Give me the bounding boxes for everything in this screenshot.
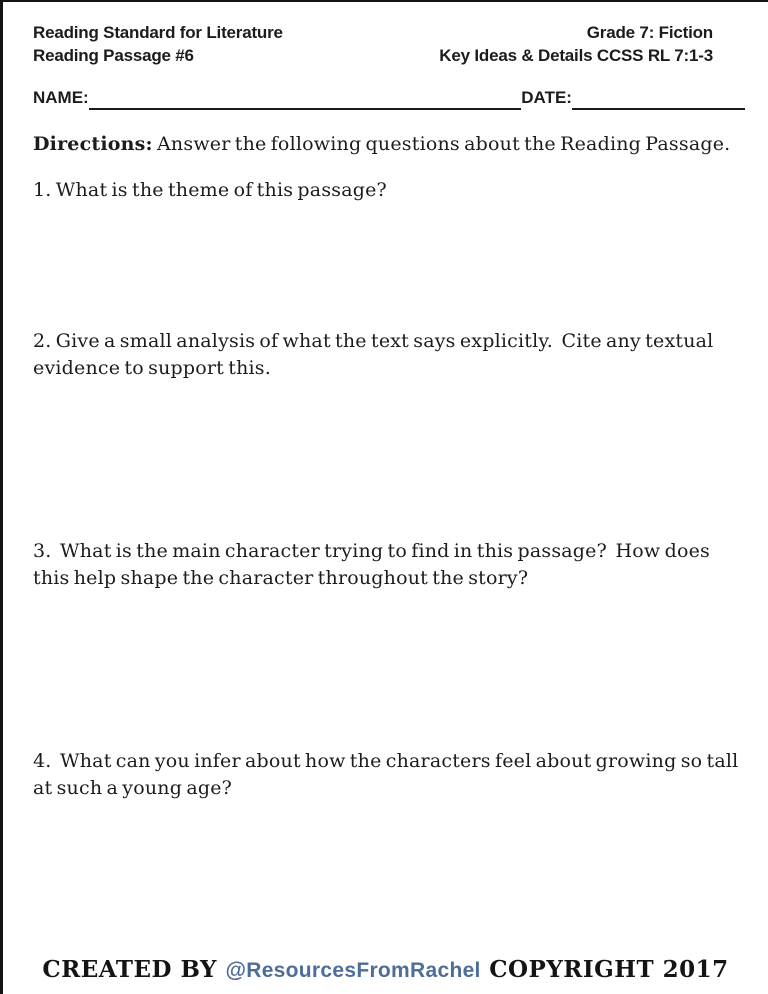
date-blank-line	[572, 88, 745, 110]
footer-credit	[3, 954, 768, 987]
header-right-block	[439, 21, 713, 67]
date-label: DATE:	[521, 88, 572, 107]
directions-label: Directions:	[33, 133, 153, 155]
question-4: 4. What can you infer about how the characters feel about growing so tall at such a young age?	[33, 750, 743, 799]
footer-copyright: COPYRIGHT 2017	[480, 956, 729, 983]
footer-created-by: CREATED BY	[42, 956, 226, 983]
footer-author-handle: @ResourcesFromRachel	[225, 959, 481, 982]
question-1: 1. What is the theme of this passage?	[33, 179, 387, 201]
header-ccss-standard: Key Ideas & Details CCSS RL 7:1-3	[439, 46, 713, 65]
worksheet-header	[33, 21, 713, 67]
header-grade-label: Grade 7: Fiction	[586, 23, 713, 42]
directions-text: Answer the following questions about the Reading Passage.	[152, 133, 731, 155]
header-standard-title: Reading Standard for Literature	[33, 23, 283, 42]
name-blank-line	[89, 88, 522, 110]
header-left-block	[33, 21, 283, 67]
name-label: NAME:	[33, 88, 89, 107]
question-2: 2. Give a small analysis of what the text says explicitly. Cite any textual evidence to support this.	[33, 330, 718, 379]
name-date-row	[33, 86, 745, 110]
question-3: 3. What is the main character trying to find in this passage? How does this help shape the character throughout the story?	[33, 540, 715, 589]
directions	[33, 131, 744, 158]
header-passage-number: Reading Passage #6	[33, 46, 194, 65]
